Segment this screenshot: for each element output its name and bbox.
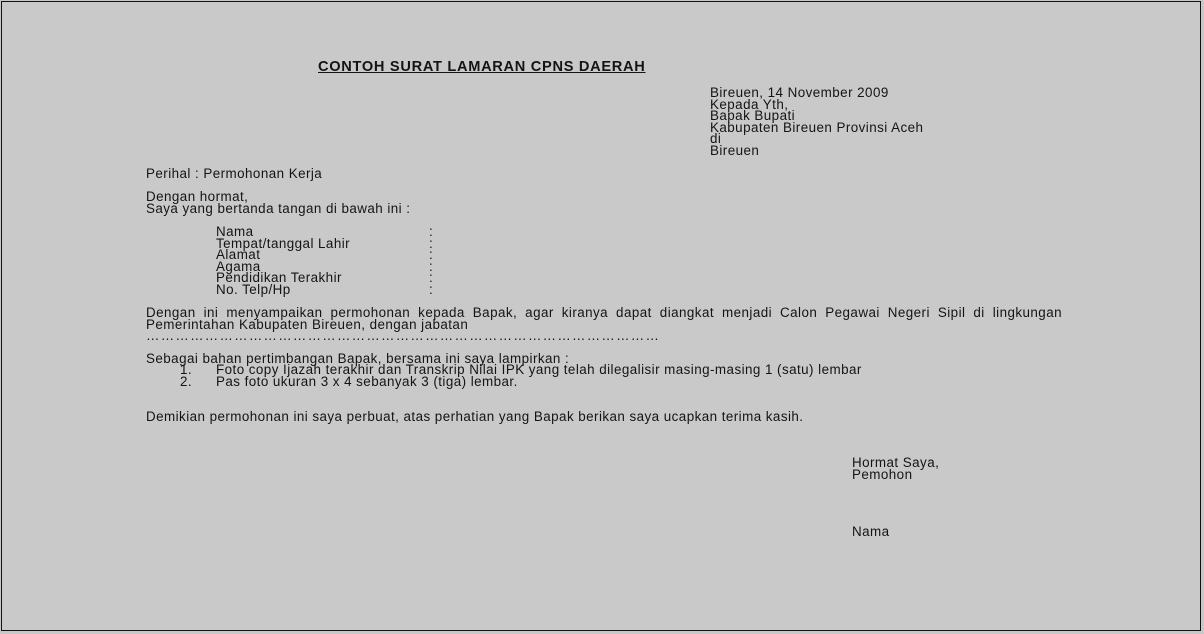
field-separator: : — [429, 224, 434, 239]
recipient-address-block — [710, 87, 923, 157]
closing-paragraph: Demikian permohonan ini saya perbuat, atas perhatian yang Bapak berikan saya ucapkan terima kasih. — [146, 409, 804, 424]
applicant-fields — [216, 226, 433, 296]
letter-title: CONTOH SURAT LAMARAN CPNS DAERAH — [318, 59, 646, 75]
list-item-number: 2. — [180, 373, 193, 389]
address-line-date: Bireuen, 14 November 2009 — [710, 85, 889, 100]
list-item-text: Foto copy Ijazah terakhir dan Transkrip Nilai IPK yang telah dilegalisir masing-masing 1 (satu) lembar — [216, 362, 862, 377]
field-label: Pendidikan Terakhir — [216, 270, 342, 286]
field-separator: : — [429, 258, 434, 274]
attachments-list — [180, 364, 1062, 387]
address-line-greeting: Kepada Yth, — [710, 96, 789, 112]
address-line-recipient: Bapak Bupati — [710, 108, 796, 124]
field-row-phone — [216, 281, 434, 297]
signature-block — [852, 457, 939, 480]
list-item-text: Pas foto ukuran 3 x 4 sebanyak 3 (tiga) lembar. — [216, 373, 518, 389]
intro-sentence: Saya yang bertanda tangan di bawah ini : — [146, 200, 411, 216]
greeting-block — [146, 191, 410, 214]
field-separator: : — [429, 281, 434, 297]
address-line-at: di — [710, 131, 722, 147]
field-separator: : — [429, 235, 434, 251]
field-label: No. Telp/Hp — [216, 281, 291, 297]
field-separator: : — [429, 247, 434, 263]
address-line-city: Bireuen — [710, 142, 760, 158]
letter-subject: Perihal : Permohonan Kerja — [146, 166, 323, 181]
salutation: Dengan hormat, — [146, 189, 249, 204]
position-dotted-line: …………………………………………………………………………………………… — [146, 328, 661, 343]
attachments-intro: Sebagai bahan pertimbangan Bapak, bersama ini saya lampirkan : — [146, 351, 570, 366]
address-line-regency: Kabupaten Bireuen Provinsi Aceh — [710, 119, 924, 135]
letter-page — [1, 1, 1201, 631]
field-label: Alamat — [216, 247, 261, 263]
list-item-number: 1. — [180, 362, 193, 377]
closing-role: Pemohon — [852, 466, 913, 482]
field-separator: : — [429, 270, 434, 286]
application-paragraph: Dengan ini menyampaikan permohonan kepada Bapak, agar kiranya dapat diangkat menjadi Calon Pegawai Negeri Sipil di lingkungan Pemerintahan Kabupaten Bireuen, dengan jabatan — [146, 305, 1062, 332]
list-item — [180, 373, 1062, 389]
field-label: Tempat/tanggal Lahir — [216, 235, 351, 251]
field-label: Agama — [216, 258, 261, 274]
closing-regards: Hormat Saya, — [852, 455, 940, 470]
field-label: Nama — [216, 224, 254, 239]
signer-name: Nama — [852, 524, 890, 539]
